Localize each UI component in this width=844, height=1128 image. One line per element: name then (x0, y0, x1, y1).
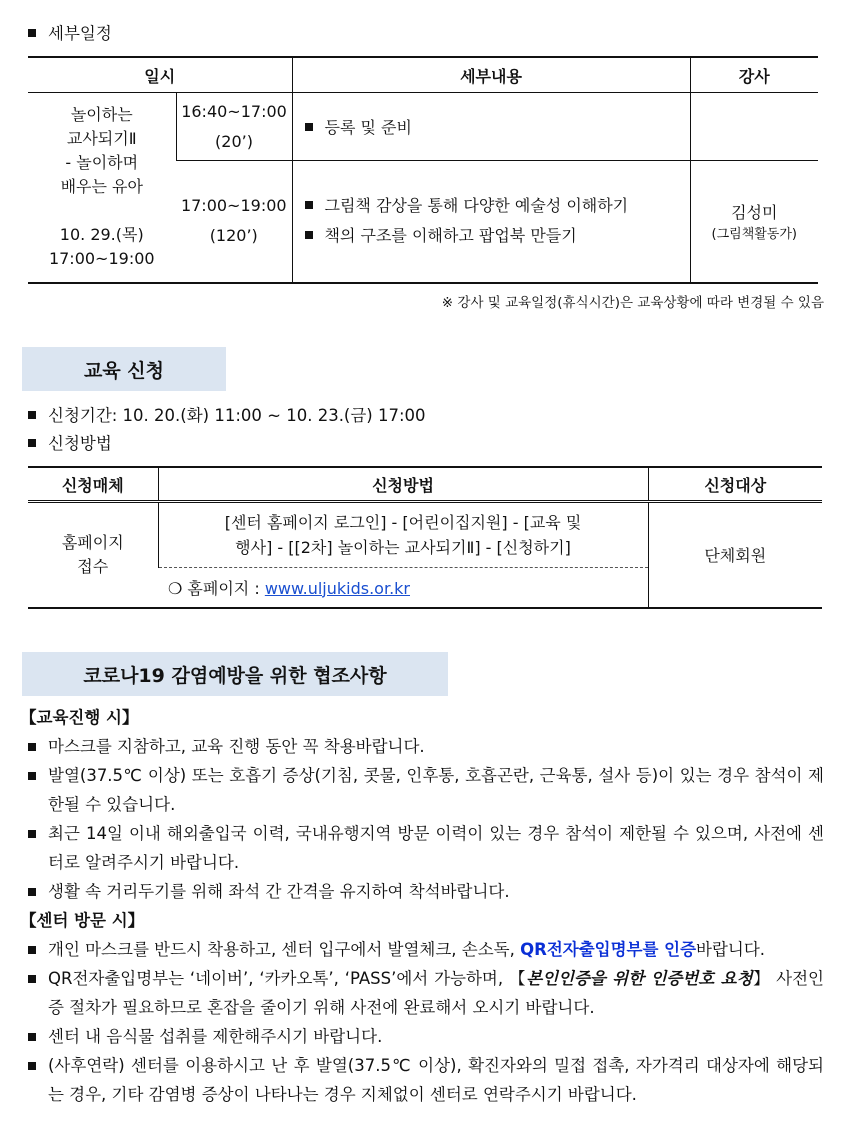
target-cell: 단체회원 (648, 502, 822, 608)
content-item: 그림책 감상을 통해 다양한 예술성 이해하기 (324, 196, 629, 216)
square-bullet-icon (28, 1033, 36, 1041)
square-bullet-icon (28, 975, 36, 983)
list-item: 센터 내 음식물 섭취를 제한해주시기 바랍니다. (28, 1022, 824, 1051)
instructor-cell (690, 161, 818, 283)
square-bullet-icon (28, 743, 36, 751)
square-bullet-icon (28, 946, 36, 954)
list-item: 발열(37.5℃ 이상) 또는 호흡기 증상(기침, 콧물, 인후통, 호흡곤란, 근육통, 설사 등)이 있는 경우 참석이 제한될 수 있습니다. (28, 761, 824, 819)
square-bullet-icon (28, 439, 36, 447)
path-line: 행사] - [[2차] 놀이하는 교사되기Ⅱ] - [신청하기] (235, 538, 571, 557)
square-bullet-icon (28, 830, 36, 838)
apply-table (28, 466, 822, 609)
session-cell (28, 93, 176, 283)
square-bullet-icon (305, 201, 313, 209)
session-title-line: - 놀이하며 (65, 153, 139, 173)
square-bullet-icon (28, 772, 36, 780)
session-title-line: 교사되기Ⅱ (66, 129, 137, 149)
square-bullet-icon (28, 411, 36, 419)
content-item: 책의 구조를 이해하고 팝업북 만들기 (324, 226, 577, 246)
covid-heading: 코로나19 감염예방을 위한 협조사항 (22, 652, 448, 696)
row-time: 17:00~19:00 (180, 196, 287, 216)
list-item: QR전자출입명부는 ‘네이버’, ‘카카오톡’, ‘PASS’에서 가능하며, 【본인인증을 위한 인증번호 요청】 사전인증 절차가 필요하므로 혼잡을 줄이기 위해 사전에 완료해서 오시기 바랍니다. (28, 964, 824, 1022)
covid-body (20, 703, 824, 1109)
homepage-label: ❍ 홈페이지 : (168, 578, 265, 598)
path-cell (158, 502, 648, 568)
time-cell (176, 161, 292, 283)
auth-emphasis: 본인인증을 위한 인증번호 요청 (526, 969, 753, 988)
square-bullet-icon (28, 1062, 36, 1070)
content-item: 등록 및 준비 (324, 118, 412, 137)
qr-highlight: QR전자출입명부를 인증 (520, 940, 697, 959)
schedule-note: ※ 강사 및 교육일정(휴식시간)은 교육상황에 따라 변경될 수 있음 (441, 295, 824, 311)
list-item: 최근 14일 이내 해외출입국 이력, 국내유행지역 방문 이력이 있는 경우 참석이 제한될 수 있으며, 사전에 센터로 알려주시기 바랍니다. (28, 819, 824, 877)
list-item: (사후연락) 센터를 이용하시고 난 후 발열(37.5℃ 이상), 확진자와의 밀접 접촉, 자가격리 대상자에 해당되는 경우, 기타 감염병 증상이 나타나는 경우 지체없이 센터로 연락주시기 바랍니다. (28, 1051, 824, 1109)
media-cell (28, 502, 158, 608)
apply-method-line (28, 430, 112, 454)
header-target: 신청대상 (648, 467, 822, 502)
list-item: 생활 속 거리두기를 위해 좌석 간 간격을 유지하여 착석바랍니다. (28, 877, 824, 906)
session-time: 17:00~19:00 (48, 249, 155, 269)
media-line: 접수 (77, 556, 109, 576)
header-datetime: 일시 (28, 57, 292, 93)
homepage-link[interactable]: www.uljukids.or.kr (264, 578, 410, 598)
time-cell (176, 93, 292, 161)
visit-label: 【센터 방문 시】 (20, 911, 145, 930)
square-bullet-icon (305, 231, 313, 239)
during-label: 【교육진행 시】 (20, 708, 139, 727)
list-item: 마스크를 지참하고, 교육 진행 동안 꼭 착용바랍니다. (28, 732, 824, 761)
header-content: 세부내용 (292, 57, 690, 93)
header-media: 신청매체 (28, 467, 158, 502)
instructor-cell (690, 93, 818, 161)
table-row (28, 93, 818, 161)
schedule-label: 세부일정 (48, 24, 112, 43)
apply-heading: 교육 신청 (22, 347, 226, 391)
session-date: 10. 29.(목) (59, 225, 144, 245)
schedule-table (28, 56, 818, 284)
row-time: 16:40~17:00 (181, 101, 287, 121)
square-bullet-icon (305, 123, 313, 131)
row-duration: (20’) (215, 131, 253, 151)
instructor-name: 김성미 (731, 203, 778, 223)
square-bullet-icon (28, 29, 36, 37)
session-title-line: 배우는 유아 (60, 177, 143, 197)
homepage-cell (158, 568, 648, 608)
session-title-line: 놀이하는 (70, 105, 133, 125)
media-line: 홈페이지 (61, 532, 124, 552)
apply-period: 신청기간: 10. 20.(화) 11:00 ~ 10. 23.(금) 17:00 (48, 406, 426, 425)
path-line: [센터 홈페이지 로그인] - [어린이집지원] - [교육 및 (224, 513, 582, 532)
content-cell (292, 93, 690, 161)
table-row (28, 502, 822, 568)
row-duration: (120’) (209, 226, 258, 246)
list-item: 개인 마스크를 반드시 착용하고, 센터 입구에서 발열체크, 손소독, QR전자출입명부를 인증바랍니다. (28, 935, 824, 964)
header-instructor: 강사 (690, 57, 818, 93)
content-cell (292, 161, 690, 283)
schedule-label-line (28, 20, 112, 44)
apply-period-line (28, 402, 426, 426)
apply-method-label: 신청방법 (48, 434, 112, 453)
square-bullet-icon (28, 888, 36, 896)
instructor-title: (그림책활동가) (711, 227, 797, 243)
header-method: 신청방법 (158, 467, 648, 502)
